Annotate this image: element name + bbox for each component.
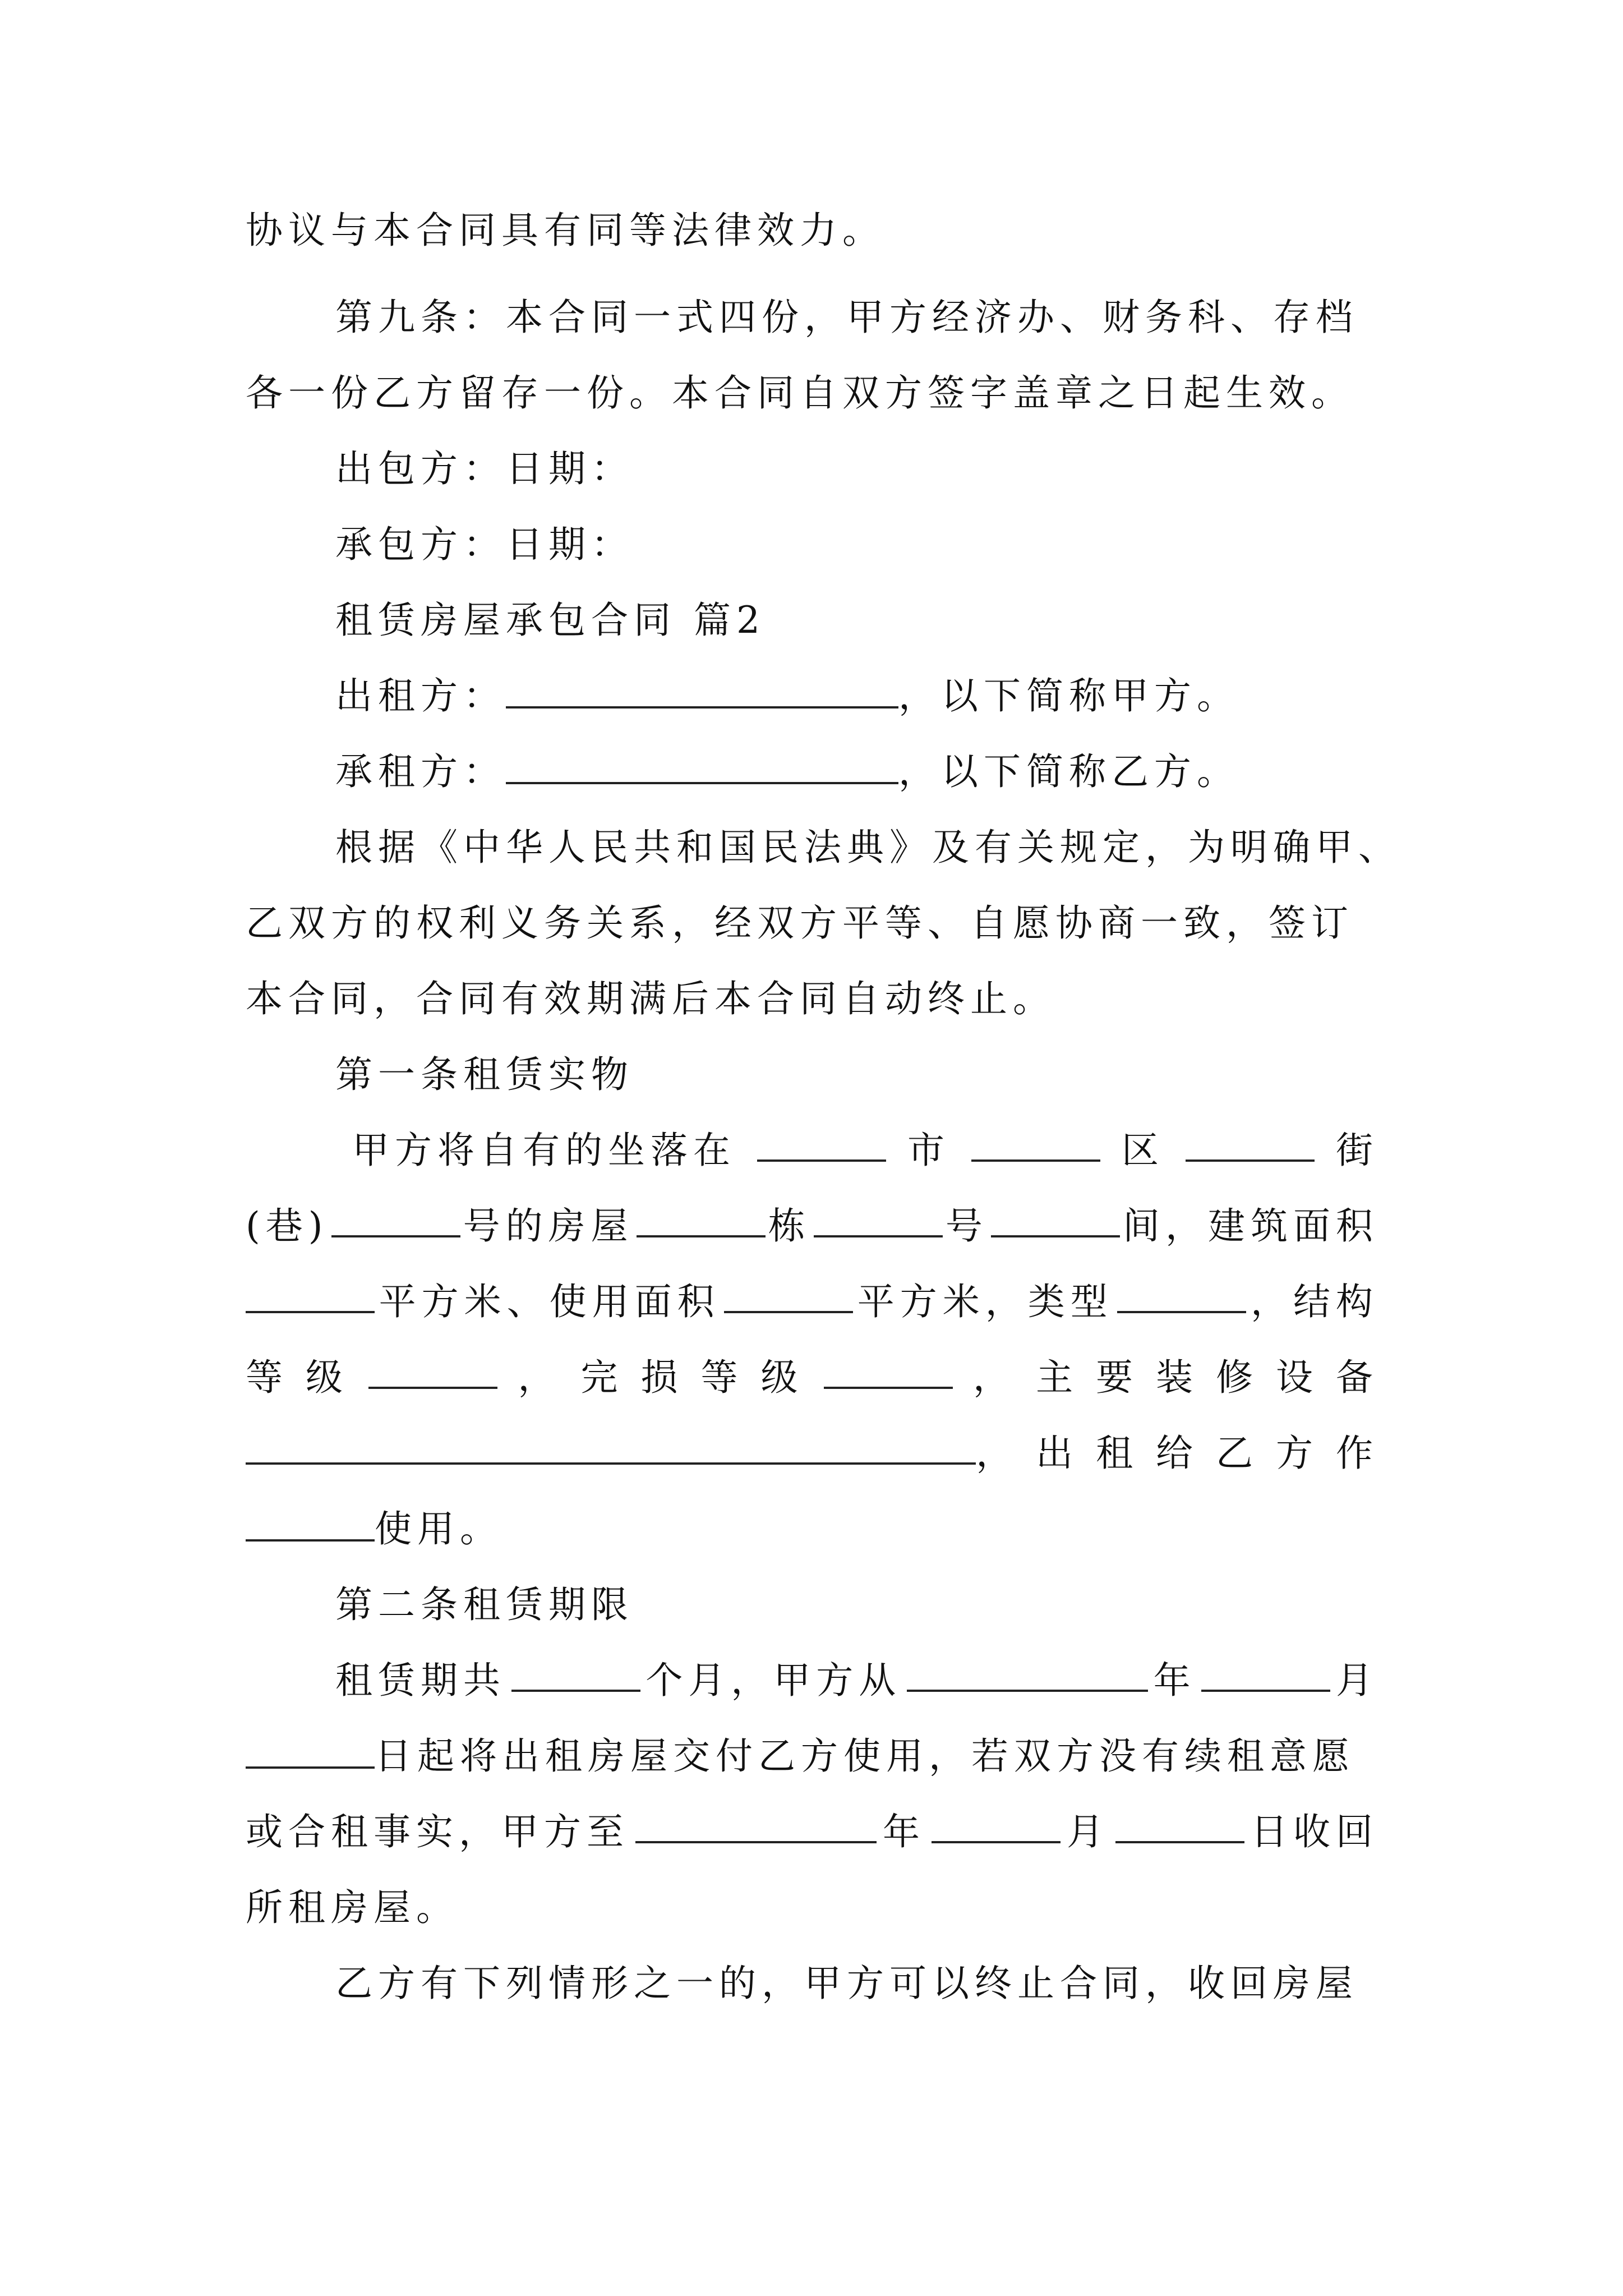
start-day-blank[interactable] bbox=[246, 1732, 375, 1769]
article-2-line: 所租房屋。 bbox=[246, 1886, 459, 1929]
start-month-blank[interactable] bbox=[1201, 1655, 1330, 1692]
district-blank[interactable] bbox=[971, 1125, 1100, 1162]
type-blank[interactable] bbox=[1117, 1276, 1246, 1313]
article-1-line: 使用。 bbox=[246, 1503, 1623, 1555]
article-1-line: 甲方将自有的坐落在 市 区 街 bbox=[246, 1125, 1623, 1176]
lessor-line: 出租方： ，以下简称甲方。 bbox=[335, 670, 1623, 722]
section-title: 租赁房屋承包合同 篇2 bbox=[335, 599, 766, 642]
article-2-line: 或合租事实，甲方至 年 月 日收回 bbox=[246, 1806, 1623, 1858]
purpose-blank[interactable] bbox=[246, 1504, 375, 1542]
street-blank[interactable] bbox=[1186, 1125, 1315, 1162]
lane-blank[interactable] bbox=[331, 1200, 460, 1237]
signature-line-contractor: 出包方：日期： bbox=[335, 447, 634, 490]
building-area-blank[interactable] bbox=[246, 1276, 375, 1313]
city-blank[interactable] bbox=[757, 1125, 886, 1162]
article-2-line: 租赁期共 个月，甲方从 年 月 bbox=[335, 1655, 1623, 1706]
article-1-line: ， 出 租 给 乙 方 作 bbox=[246, 1428, 1623, 1479]
basis-line: 本合同，合同有效期满后本合同自动终止。 bbox=[246, 977, 1055, 1020]
basis-line: 乙双方的权利义务关系，经双方平等、自愿协商一致，签订 bbox=[246, 901, 1354, 945]
article-2-line: 日起将出租房屋交付乙方使用，若双方没有续租意愿 bbox=[246, 1731, 1623, 1782]
months-blank[interactable] bbox=[511, 1655, 640, 1692]
structure-grade-blank[interactable] bbox=[368, 1352, 497, 1389]
paragraph-line: 协议与本合同具有同等法律效力。 bbox=[246, 209, 885, 252]
condition-grade-blank[interactable] bbox=[824, 1352, 953, 1389]
lessor-blank[interactable] bbox=[506, 671, 898, 708]
article-2-title: 第二条租赁期限 bbox=[335, 1583, 634, 1626]
signature-line-contractee: 承包方：日期： bbox=[335, 523, 634, 566]
article-1-line: (巷) 号的房屋 栋 号 间，建筑面积 bbox=[246, 1200, 1623, 1252]
lessee-line: 承租方： ，以下简称乙方。 bbox=[335, 746, 1623, 798]
end-year-blank[interactable] bbox=[635, 1806, 877, 1843]
usable-area-blank[interactable] bbox=[724, 1276, 853, 1313]
lessee-blank[interactable] bbox=[506, 747, 898, 784]
number-blank[interactable] bbox=[814, 1200, 943, 1237]
article-1-title: 第一条租赁实物 bbox=[335, 1053, 634, 1096]
article-9-line: 第九条：本合同一式四份，甲方经济办、财务科、存档 bbox=[335, 296, 1358, 339]
end-day-blank[interactable] bbox=[1115, 1806, 1244, 1843]
article-1-line: 等 级 ， 完 损 等 级 ， 主 要 装 修 设 备 bbox=[246, 1352, 1623, 1404]
building-blank[interactable] bbox=[637, 1200, 766, 1237]
end-month-blank[interactable] bbox=[932, 1806, 1061, 1843]
basis-line: 根据《中华人民共和国民法典》及有关规定，为明确甲、 bbox=[335, 826, 1401, 869]
equipment-blank[interactable] bbox=[246, 1428, 976, 1465]
article-9-line: 各一份乙方留存一份。本合同自双方签字盖章之日起生效。 bbox=[246, 371, 1354, 415]
article-1-line: 平方米、使用面积 平方米，类型 ，结构 bbox=[246, 1276, 1623, 1328]
paragraph-line: 乙方有下列情形之一的，甲方可以终止合同，收回房屋 bbox=[335, 1962, 1358, 2005]
start-year-blank[interactable] bbox=[907, 1655, 1148, 1692]
room-blank[interactable] bbox=[991, 1200, 1120, 1237]
